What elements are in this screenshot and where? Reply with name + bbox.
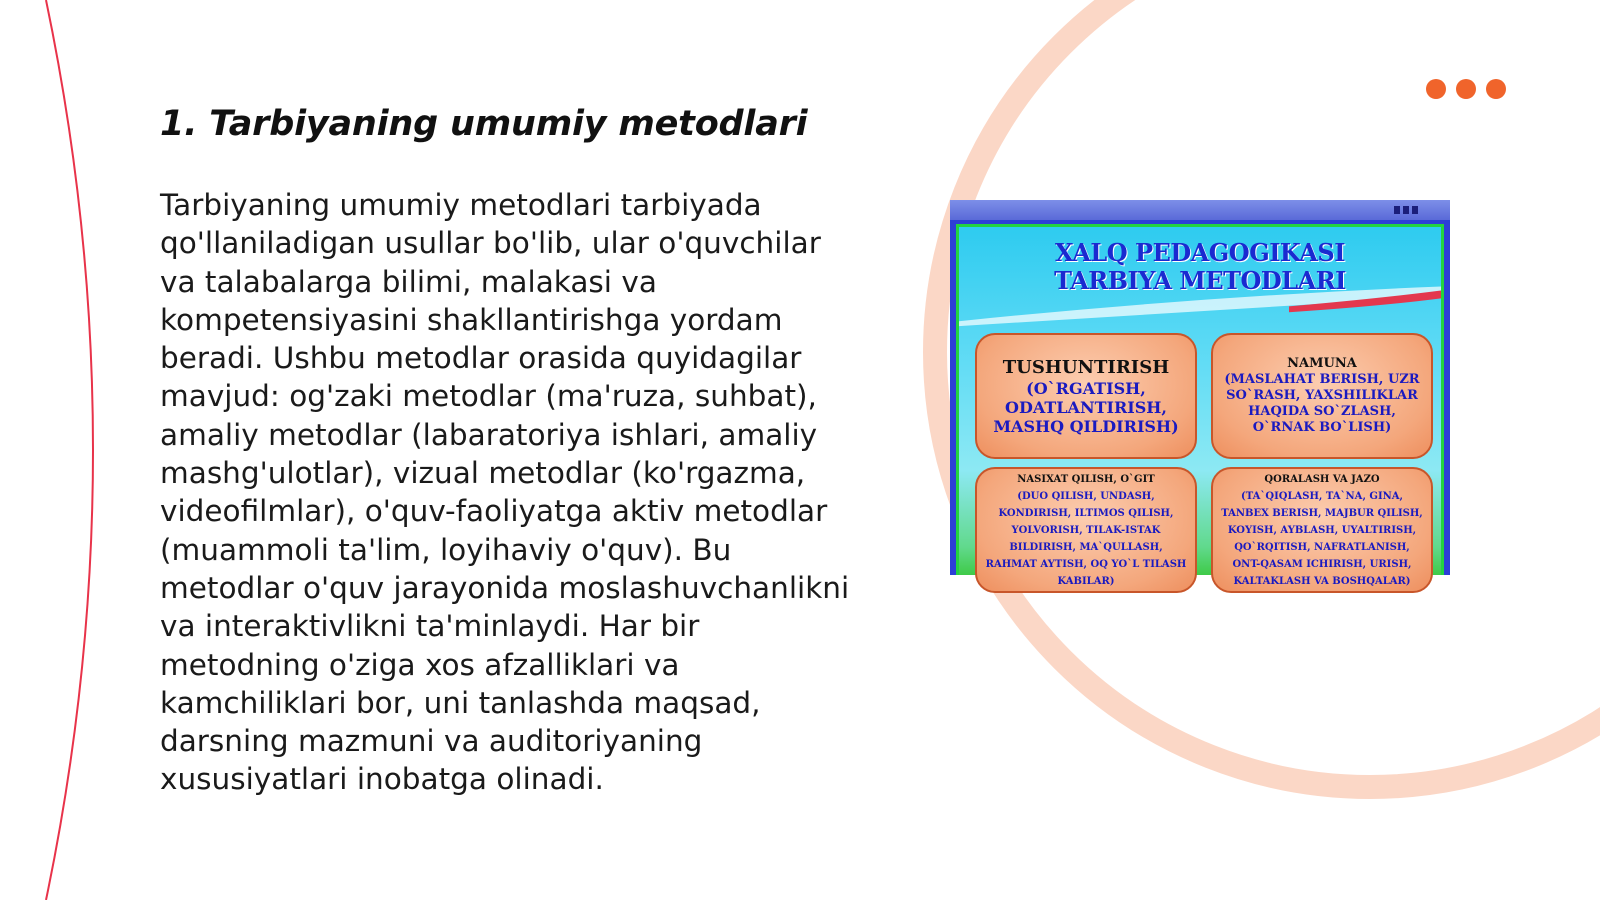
method-box-example: [1211, 333, 1433, 459]
slide-title: 1. Tarbiyaning umumiy metodlari: [160, 104, 808, 144]
method-box-text: (O`RGATISH, ODATLANTIRISH, MASHQ QILDIRISH): [993, 378, 1179, 436]
poster-image: [950, 200, 1450, 587]
method-box-text: (TA`QIQLASH, TA`NA, GINA, TANBEX BERISH, MAJBUR QILISH, KOYISH, AYBLASH, UYALTIRISH, QO`RQITISH, NAFRATLANISH, ONT-QASAM ICHIRISH, URISH, KALTAKLASH VA BOSHQALAR): [1221, 490, 1423, 587]
method-box-text: (DUO QILISH, UNDASH, KONDIRISH, ILTIMOS QILISH, YOLVORISH, TILAK-ISTAK BILDIRISH, MA`QULLASH, RAHMAT AYTISH, OQ YO`L TILASH KABILAR): [985, 490, 1187, 587]
method-box-title: NAMUNA: [1287, 356, 1357, 371]
method-box-title: TUSHUNTIRISH: [1002, 356, 1170, 378]
poster-window-icon: [1394, 206, 1420, 214]
method-box-text: (MASLAHAT BERISH, UZR SO`RASH, YAXSHILIKLAR HAQIDA SO`ZLASH, O`RNAK BO`LISH): [1224, 372, 1420, 435]
poster-heading-line2: TARBIYA METODLARI: [1054, 266, 1346, 295]
poster-top-bar: [950, 200, 1450, 220]
dot-icon: [1456, 79, 1476, 99]
poster-heading: [959, 239, 1441, 295]
left-arc: [46, 0, 93, 900]
method-box-title: NASIXAT QILISH, O`GIT: [1017, 473, 1155, 485]
method-box-title: QORALASH VA JAZO: [1264, 473, 1380, 485]
dot-icon: [1426, 79, 1446, 99]
poster-panel: [956, 224, 1444, 587]
menu-dots: [1426, 79, 1506, 99]
dot-icon: [1486, 79, 1506, 99]
method-box-advice: [975, 467, 1197, 593]
slide-body-text: Tarbiyaning umumiy metodlari tarbiyada qo'llaniladigan usullar bo'lib, ular o'quvchilar va talabalarga bilimi, malakasi va kompetensiyasini shakllantirishga yordam beradi. Ushbu metodlar orasida quyidagilar mavjud: og'zaki metodlar (ma'ruza, suhbat), amaliy metodlar (labaratoriya ishlari, amaliy mashg'ulotlar), vizual metodlar (ko'rgazma, videofilmlar), o'quv-faoliyatga aktiv metodlar (muammoli ta'lim, loyihaviy o'quv). Bu metodlar o'quv jarayonida moslashuvchanlikni va interaktivlikni ta'minlaydi. Har bir metodning o'ziga xos afzalliklari va kamchiliklari bor, uni tanlashda maqsad, darsning mazmuni va auditoriyaning xususiyatlari inobatga olinadi.: [160, 188, 850, 797]
method-box-explanation: [975, 333, 1197, 459]
method-box-punishment: [1211, 467, 1433, 593]
poster-heading-line1: XALQ PEDAGOGIKASI: [1055, 238, 1345, 267]
